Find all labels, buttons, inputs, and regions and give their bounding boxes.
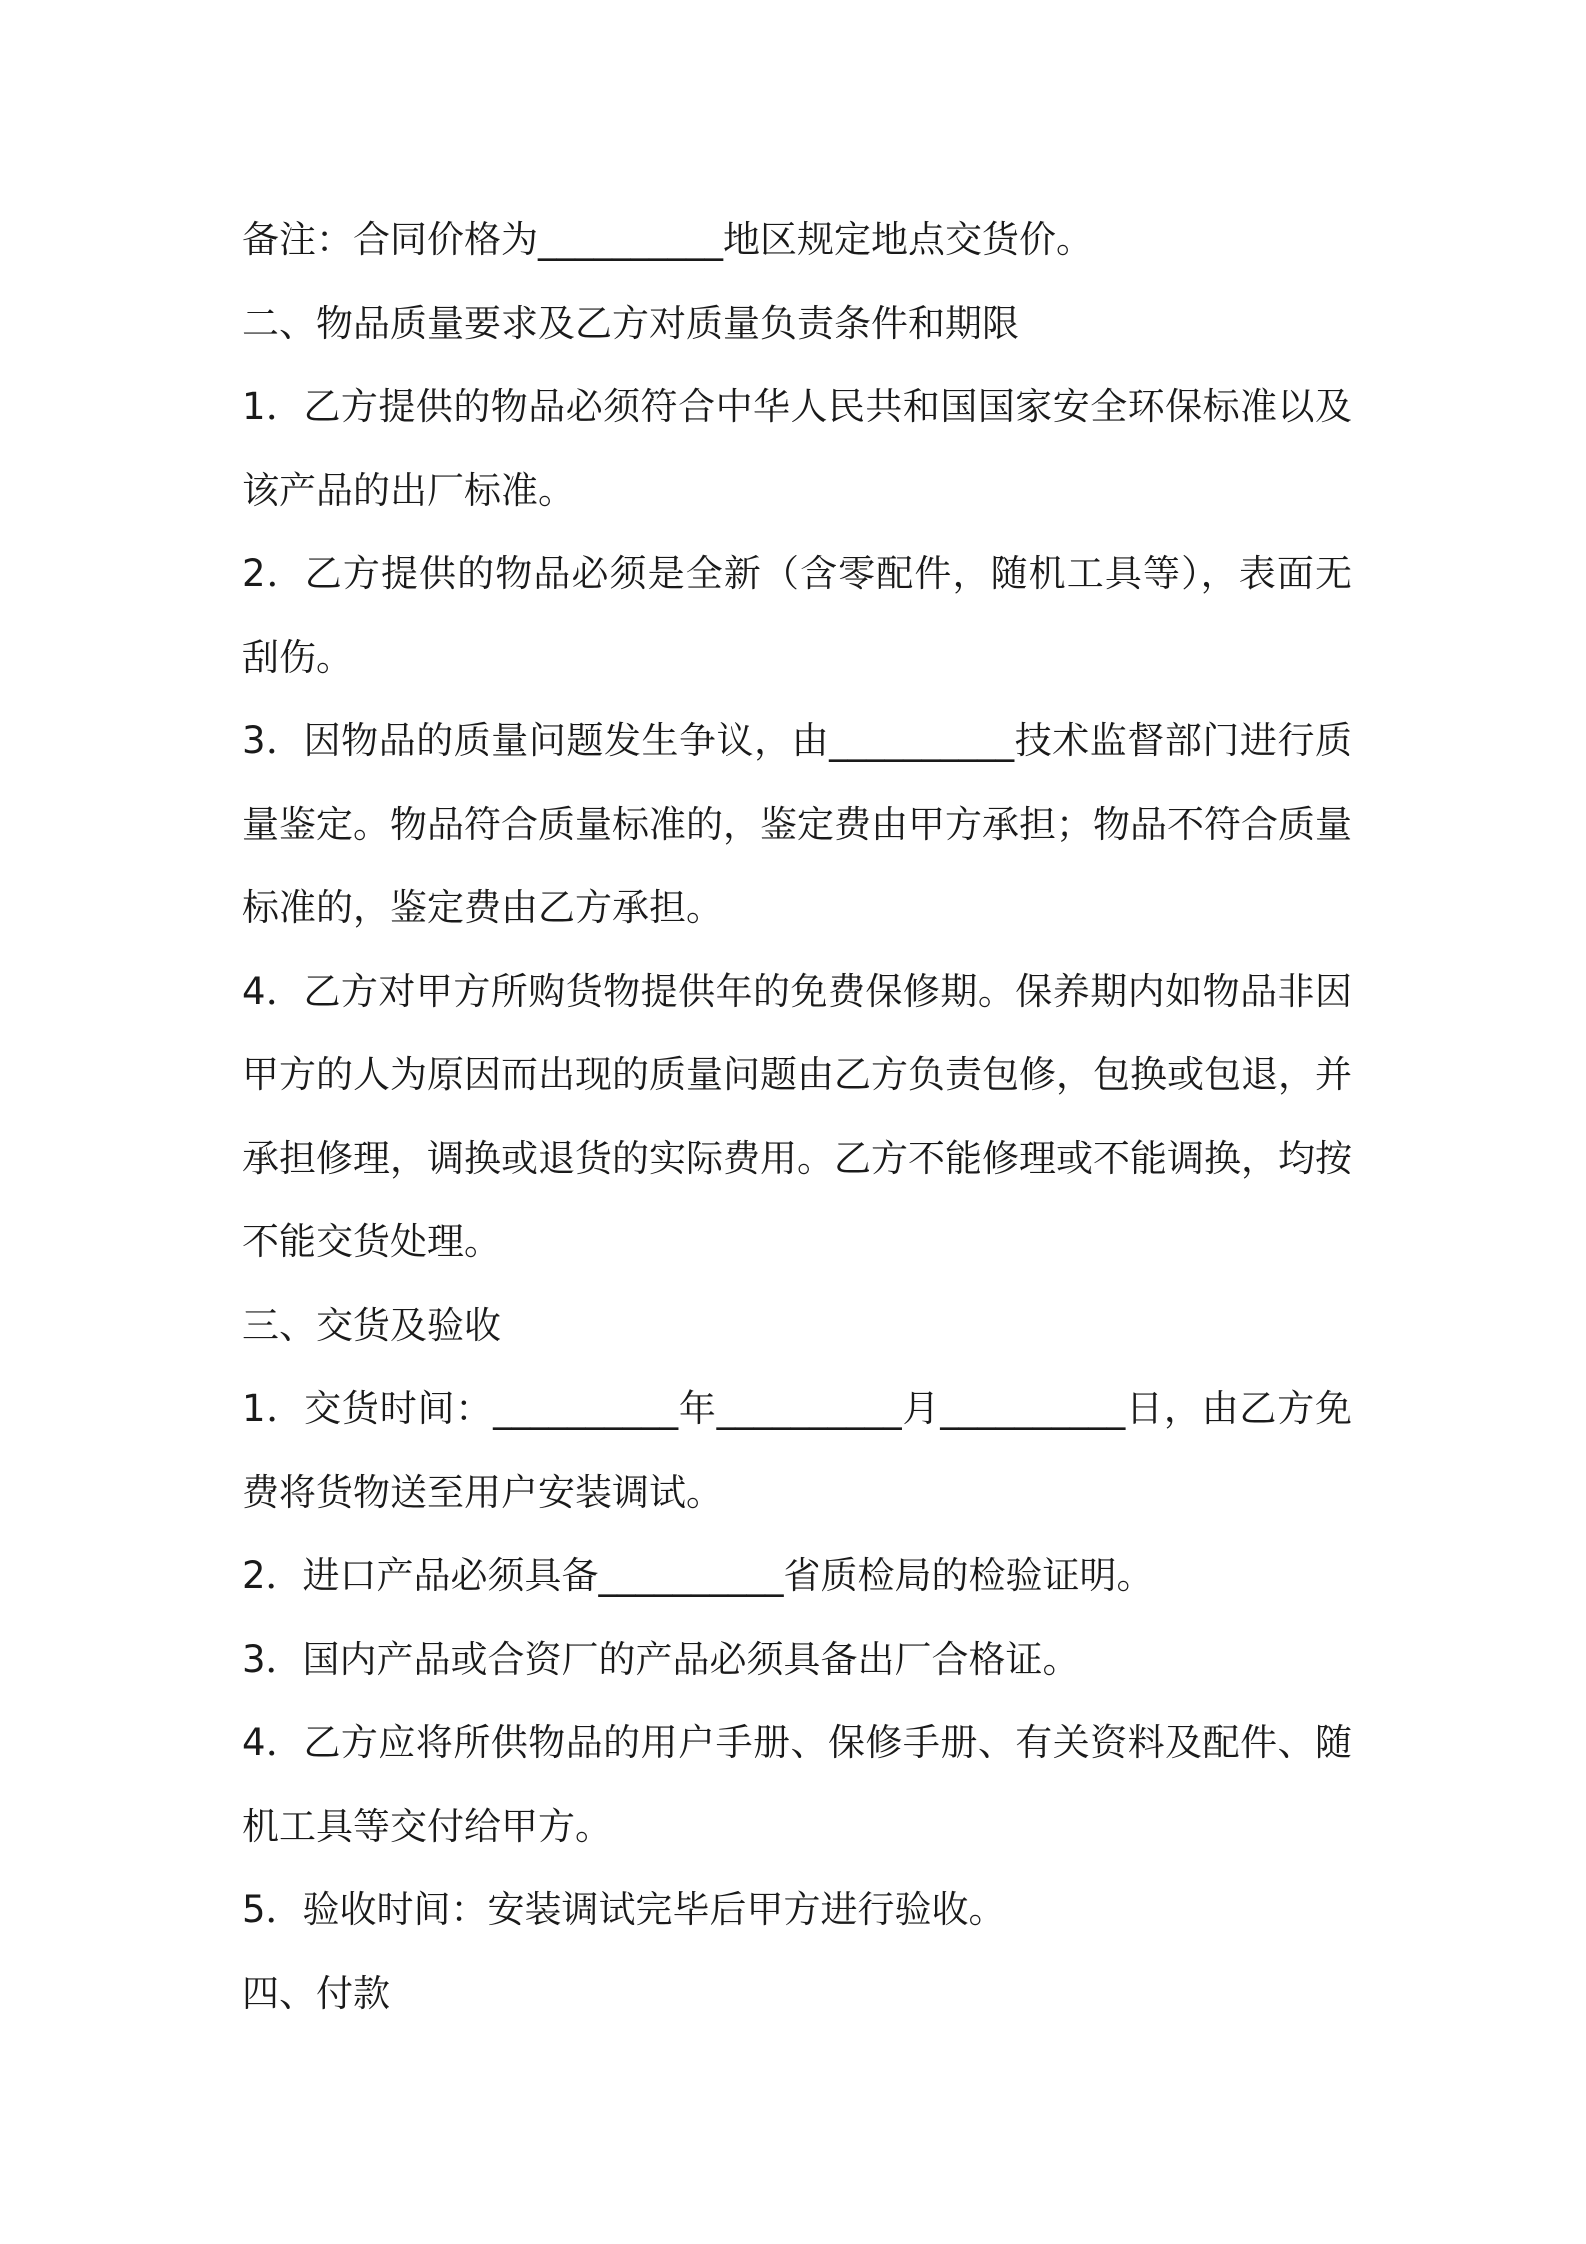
document-body [242, 198, 1352, 2035]
section-heading-payment: 四、付款 [242, 1971, 390, 2015]
quality-clause-3: 3．因物品的质量问题发生争议，由__________技术监督部门进行质量鉴定。物品符合质量标准的，鉴定费由甲方承担；物品不符合质量标准的，鉴定费由乙方承担。 [242, 719, 1352, 929]
price-remark-line: 备注：合同价格为__________地区规定地点交货价。 [242, 218, 1093, 261]
quality-clause-2: 2．乙方提供的物品必须是全新（含零配件，随机工具等），表面无刮伤。 [242, 552, 1352, 679]
delivery-clause-1: 1．交货时间：__________年__________月__________日，由乙方免费将货物送至用户安装调试。 [242, 1387, 1352, 1514]
section-heading-delivery: 三、交货及验收 [242, 1303, 501, 1347]
section-heading-quality: 二、物品质量要求及乙方对质量负责条件和期限 [242, 301, 1019, 345]
delivery-clause-4: 4．乙方应将所供物品的用户手册、保修手册、有关资料及配件、随机工具等交付给甲方。 [242, 1721, 1352, 1848]
quality-clause-1: 1．乙方提供的物品必须符合中华人民共和国国家安全环保标准以及该产品的出厂标准。 [242, 385, 1352, 512]
quality-clause-4: 4．乙方对甲方所购货物提供年的免费保修期。保养期内如物品非因甲方的人为原因而出现的质量问题由乙方负责包修，包换或包退，并承担修理，调换或退货的实际费用。乙方不能修理或不能调换，均按不能交货处理。 [242, 969, 1352, 1263]
delivery-clause-3: 3．国内产品或合资厂的产品必须具备出厂合格证。 [242, 1637, 1080, 1681]
delivery-clause-5: 5．验收时间：安装调试完毕后甲方进行验收。 [242, 1888, 1006, 1931]
delivery-clause-2: 2．进口产品必须具备__________省质检局的检验证明。 [242, 1554, 1154, 1597]
